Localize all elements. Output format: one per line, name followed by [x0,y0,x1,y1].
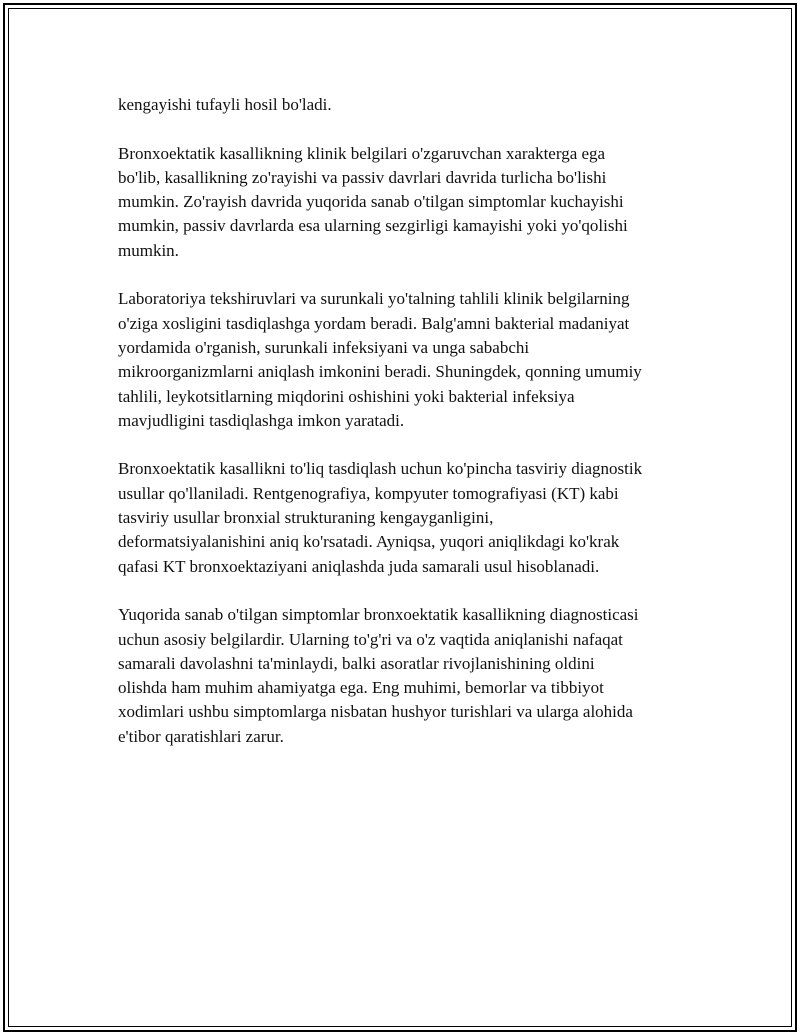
paragraph-conclusion: Yuqorida sanab o'tilgan simptomlar bronxoektatik kasallikning diagnosticasi uchun asosiy belgilardir. Ularning to'g'ri va o'z vaqtida aniqlanishi nafaqat samarali davolashni ta'minlaydi, balki asoratlar rivojlanishining oldini olishda ham muhim ahamiyatga ega. Eng muhimi, bemorlar va tibbiyot xodimlari ushbu simptomlarga nisbatan hushyor turishlari va ularga alohida e'tibor qaratishlari zarur. [118,605,639,746]
paragraph-clinical-signs: Bronxoektatik kasallikning klinik belgilari o'zgaruvchan xarakterga ega bo'lib, kasallikning zo'rayishi va passiv davrlari davrida turlicha bo'lishi mumkin. Zo'rayish davrida yuqorida sanab o'tilgan simptomlar kuchayishi mumkin, passiv davrlarda esa ularning sezgirligi kamayishi yoki yo'qolishi mumkin. [118,143,628,260]
paragraph-continuation: kengayishi tufayli hosil bo'ladi. [118,95,332,114]
paragraph-imaging-diagnostics: Bronxoektatik kasallikni to'liq tasdiqlash uchun ko'pincha tasviriy diagnostik usullar qo'llaniladi. Rentgenografiya, kompyuter tomografiyasi (KT) kabi tasviriy usullar bronxial strukturaning kengayganligini, deformatsiyalanishini aniq ko'rsatadi. Ayniqsa, yuqori aniqlikdagi ko'krak qafasi KT bronxoektaziyani aniqlashda juda samarali usul hisoblanadi. [118,459,643,576]
paragraph-laboratory-tests: Laboratoriya tekshiruvlari va surunkali yo'talning tahlili klinik belgilarning o'ziga xosligini tasdiqlashga yordam beradi. Balg'amni bakterial madaniyat yordamida o'rganish, surunkali infeksiyani va unga sababchi mikroorganizmlarni aniqlash imkonini beradi. Shuningdek, qonning umumiy tahlili, leykotsitlarning miqdorini oshishini yoki bakterial infeksiya mavjudligini tasdiqlashga imkon yaratadi. [118,289,642,430]
document-body [118,93,698,773]
